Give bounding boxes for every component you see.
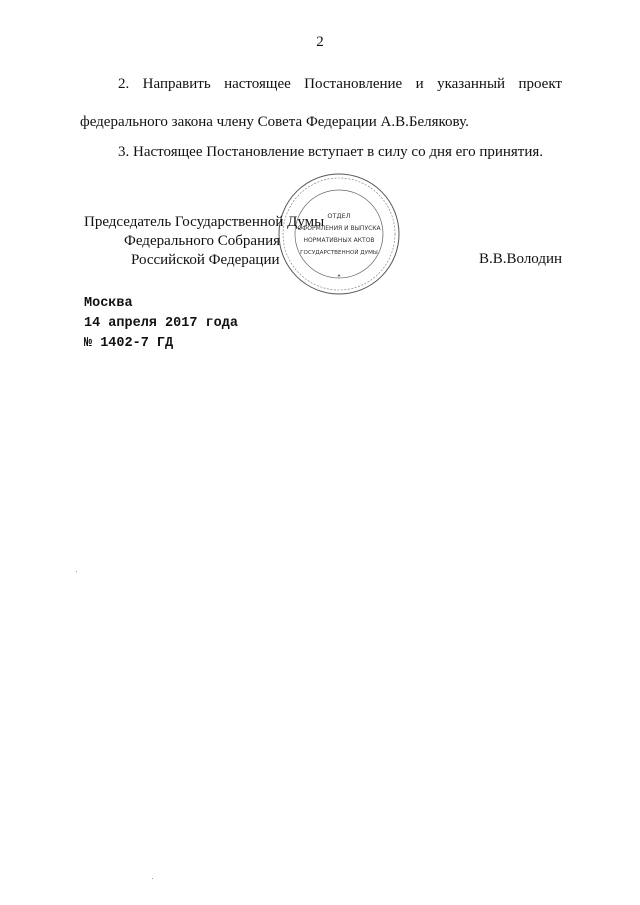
stamp-text-line-2: ОФОРМЛЕНИЯ И ВЫПУСКА (297, 225, 381, 232)
footer-city: Москва (84, 296, 133, 311)
signer-name: В.В.Володин (479, 251, 563, 267)
paragraph-2 (80, 74, 562, 132)
footer-number: № 1402-7 ГД (84, 336, 174, 351)
document-footer (84, 294, 238, 354)
footer-date: 14 апреля 2017 года (84, 316, 238, 331)
signer-title-line-3: Российской Федерации (131, 252, 280, 268)
paragraph-2-line-2: федерального закона члену Совета Федерации А.В.Белякову. (80, 114, 469, 130)
page-number: 2 (316, 34, 324, 50)
signer-title-line-2: Федерального Собрания (124, 233, 281, 249)
stamp-text-line-3: НОРМАТИВНЫХ АКТОВ (303, 237, 375, 244)
official-seal-stamp (276, 171, 402, 297)
paragraph-2-line-1: 2. Направить настоящее Постановление и указанный проект (118, 76, 562, 92)
stamp-text-line-4: ГОСУДАРСТВЕННОЙ ДУМЫ (300, 250, 378, 256)
scan-speck (76, 571, 77, 572)
paragraph-3: 3. Настоящее Постановление вступает в силу со дня его принятия. (118, 144, 544, 160)
signer-title-line-1: Председатель Государственной Думы (84, 214, 325, 230)
stamp-text-line-1: ОТДЕЛ (327, 212, 351, 220)
scan-speck (152, 878, 153, 879)
